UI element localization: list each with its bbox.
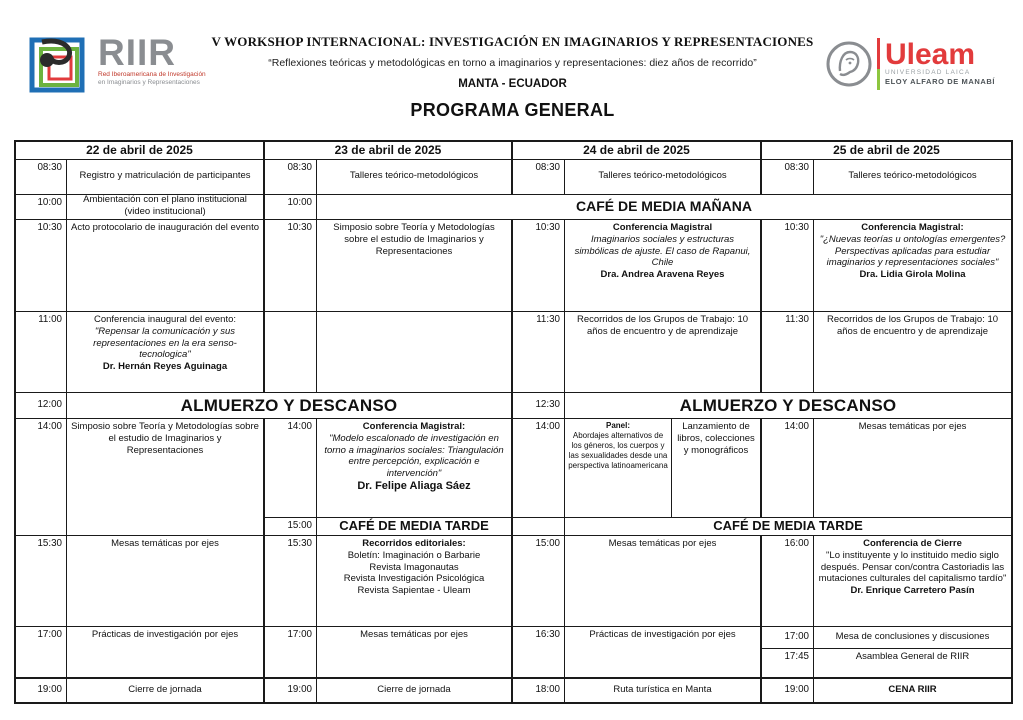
event-speaker: Dr. Felipe Aliaga Sáez — [357, 479, 471, 492]
time-d22-1530: 15:30 — [16, 536, 67, 627]
time-d24-1500-empty — [513, 518, 565, 536]
day-header-22: 22 de abril de 2025 — [16, 142, 265, 160]
time-d22-1700: 17:00 — [16, 627, 67, 679]
event-d25-0830: Talleres teórico-metodológicos — [814, 160, 1011, 195]
uleam-logo-line1: UNIVERSIDAD LAICA — [885, 69, 971, 77]
event-d22-1000: Ambientación con el plano institucional (video institucional) — [67, 195, 265, 220]
event-d22-1900: Cierre de jornada — [67, 679, 265, 702]
event-title: Recorridos editoriales: — [362, 538, 466, 549]
time-d23-1700: 17:00 — [265, 627, 317, 679]
event-d25-1745: Asamblea General de RIIR — [814, 649, 1011, 679]
event-d23-1030: Simposio sobre Teoría y Metodologías sobre el estudio de Imaginarios y Representaciones — [317, 220, 513, 312]
time-d25-1745: 17:45 — [762, 649, 814, 679]
header — [190, 34, 835, 121]
time-d25-1700: 17:00 — [762, 627, 814, 649]
time-d25-0830: 08:30 — [762, 160, 814, 195]
event-title: Conferencia inaugural del evento: — [93, 314, 237, 325]
event-d23-1400 — [317, 419, 513, 518]
event-d22-1400: Simposio sobre Teoría y Metodologías sobre el estudio de Imaginarios y Representaciones — [67, 419, 265, 536]
banner-almuerzo-right: ALMUERZO Y DESCANSO — [565, 393, 1011, 419]
event-d22-1030: Acto protocolario de inauguración del evento — [67, 220, 265, 312]
time-d22-1200: 12:00 — [16, 393, 67, 419]
banner-cafe-tarde-right: CAFÉ DE MEDIA TARDE — [565, 518, 1011, 536]
event-d25-1400: Mesas temáticas por ejes — [814, 419, 1011, 518]
editorial-line: Revista Investigación Psicológica — [343, 573, 485, 585]
editorial-line: Revista Sapientae - Uleam — [357, 585, 471, 597]
editorial-line: Boletín: Imaginación o Barbarie — [347, 549, 481, 561]
event-d25-1600 — [814, 536, 1011, 627]
time-d23-1900: 19:00 — [265, 679, 317, 702]
event-d23-1530 — [317, 536, 513, 627]
event-title: Conferencia Magistral — [612, 222, 713, 233]
event-d24-1400-panel — [565, 419, 672, 517]
event-d25-1030 — [814, 220, 1011, 312]
event-title: Conferencia Magistral: — [362, 421, 466, 432]
banner-almuerzo-left: ALMUERZO Y DESCANSO — [67, 393, 513, 419]
editorial-line: Revista Imagonautas — [369, 561, 459, 573]
event-title: Conferencia de Cierre — [863, 538, 962, 549]
time-d23-1100-empty — [265, 312, 317, 393]
time-d24-1400: 14:00 — [513, 419, 565, 518]
event-d24-1400-lanzamiento: Lanzamiento de libros, colecciones y monográficos — [677, 421, 755, 456]
program-table — [14, 140, 1013, 704]
uleam-logo — [826, 38, 995, 90]
time-d25-1030: 10:30 — [762, 220, 814, 312]
uleam-logo-line2: ELOY ALFARO DE MANABÍ — [885, 77, 996, 87]
time-d23-1530: 15:30 — [265, 536, 317, 627]
time-d25-1130: 11:30 — [762, 312, 814, 393]
event-d24-0830: Talleres teórico-metodológicos — [565, 160, 762, 195]
event-d25-1900: CENA RIIR — [888, 683, 937, 695]
time-d24-0830: 08:30 — [513, 160, 565, 195]
event-speaker: Dr. Enrique Carretero Pasín — [850, 585, 975, 597]
event-d24-1500: Mesas temáticas por ejes — [565, 536, 762, 627]
workshop-title: V WORKSHOP INTERNACIONAL: INVESTIGACIÓN EN IMAGINARIOS Y REPRESENTACIONES — [211, 34, 814, 49]
time-d22-1000: 10:00 — [16, 195, 67, 220]
event-d22-0830: Registro y matriculación de participantes — [67, 160, 265, 195]
panel-text: Abordajes alternativos de los géneros, los cuerpos y las sexualidades desde una perspectiva latinoamericana — [568, 431, 668, 470]
time-d24-1230: 12:30 — [513, 393, 565, 419]
time-d25-1400: 14:00 — [762, 419, 814, 518]
event-d24-1130: Recorridos de los Grupos de Trabajo: 10 años de encuentro y de aprendizaje — [565, 312, 762, 393]
time-d23-0830: 08:30 — [265, 160, 317, 195]
riir-logo-line2: en Imaginarios y Representaciones — [98, 79, 200, 87]
event-d22-1530: Mesas temáticas por ejes — [67, 536, 265, 627]
day-header-24: 24 de abril de 2025 — [513, 142, 762, 160]
event-quote: "Lo instituyente y lo instituido medio siglo después. Pensar con/contra Castoriadis las mutaciones culturales del capitalismo tardío" — [818, 549, 1007, 585]
uleam-emblem-icon — [826, 41, 872, 87]
event-d24-1630: Prácticas de investigación por ejes — [565, 627, 762, 679]
event-d23-1900: Cierre de jornada — [317, 679, 513, 702]
time-d23-1400: 14:00 — [265, 419, 317, 518]
event-quote: "Repensar la comunicación y sus representaciones en la era senso-tecnologica" — [93, 325, 237, 361]
time-d22-1400: 14:00 — [16, 419, 67, 536]
time-d22-1100: 11:00 — [16, 312, 67, 393]
event-quote: "¿Nuevas teorías u ontologías emergentes? Perspectivas aplicadas para estudiar imaginarios y representaciones sociales" — [819, 233, 1006, 269]
event-d23-1100-empty — [317, 312, 513, 393]
event-speaker: Dra. Lidia Girola Molina — [859, 269, 966, 281]
time-d22-0830: 08:30 — [16, 160, 67, 195]
time-d23-1500: 15:00 — [265, 518, 317, 536]
time-d25-1900: 19:00 — [762, 679, 814, 702]
time-d24-1500: 15:00 — [513, 536, 565, 627]
time-d23-1030: 10:30 — [265, 220, 317, 312]
time-d25-1600: 16:00 — [762, 536, 814, 627]
event-speaker: Dr. Hernán Reyes Aguinaga — [102, 361, 228, 373]
time-d24-1130: 11:30 — [513, 312, 565, 393]
riir-logo-line1: Red Iberoamericana de Investigación — [98, 71, 206, 79]
event-d25-1700: Mesa de conclusiones y discusiones — [814, 627, 1011, 649]
event-title: Conferencia Magistral: — [861, 222, 964, 233]
riir-logo — [28, 32, 206, 98]
event-quote: Imaginarios sociales y estructuras simbólicas de ajuste. El caso de Rapanui, Chile — [574, 233, 751, 269]
event-d25-1130: Recorridos de los Grupos de Trabajo: 10 años de encuentro y de aprendizaje — [814, 312, 1011, 393]
uleam-logo-bar — [877, 38, 880, 90]
riir-logo-word: RIIR — [98, 32, 176, 73]
page-title: PROGRAMA GENERAL — [410, 100, 615, 120]
riir-logo-mark — [28, 36, 92, 98]
event-quote: "Modelo escalonado de investigación en torno a imaginarios sociales: Triangulación entre percepción, explicación e intervención" — [324, 432, 504, 480]
event-d22-1100 — [67, 312, 265, 393]
banner-cafe-manana: CAFÉ DE MEDIA MAÑANA — [317, 195, 1011, 220]
event-d22-1700: Prácticas de investigación por ejes — [67, 627, 265, 679]
event-d24-1030 — [565, 220, 762, 312]
day-header-25: 25 de abril de 2025 — [762, 142, 1011, 160]
time-d24-1800: 18:00 — [513, 679, 565, 702]
event-d24-1800: Ruta turística en Manta — [565, 679, 762, 702]
uleam-logo-word: Uleam — [885, 37, 976, 71]
workshop-subtitle: “Reflexiones teóricas y metodológicas en torno a imaginarios y representaciones: diez años de recorrido” — [268, 57, 757, 69]
time-d24-1030: 10:30 — [513, 220, 565, 312]
time-d22-1030: 10:30 — [16, 220, 67, 312]
banner-cafe-tarde-left: CAFÉ DE MEDIA TARDE — [317, 518, 513, 536]
day-header-23: 23 de abril de 2025 — [265, 142, 513, 160]
time-d22-1900: 19:00 — [16, 679, 67, 702]
event-d23-1700: Mesas temáticas por ejes — [317, 627, 513, 679]
workshop-location: MANTA - ECUADOR — [458, 78, 567, 90]
panel-title: Panel: — [605, 421, 630, 430]
event-d24-1400 — [565, 419, 762, 518]
time-d24-1630: 16:30 — [513, 627, 565, 679]
event-speaker: Dra. Andrea Aravena Reyes — [600, 269, 725, 281]
time-d23-1000: 10:00 — [265, 195, 317, 220]
event-d23-0830: Talleres teórico-metodológicos — [317, 160, 513, 195]
